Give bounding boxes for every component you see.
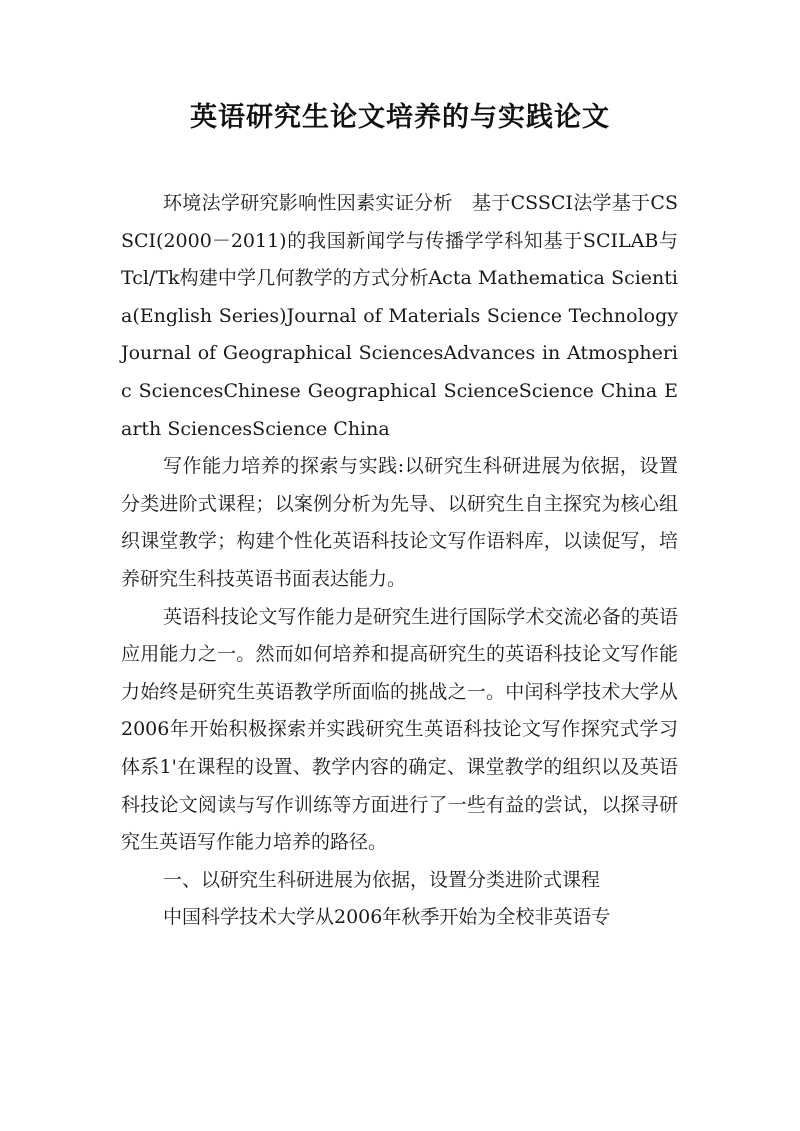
paragraph-2: 写作能力培养的探索与实践:以研究生科研进展为依据，设置分类进阶式课程；以案例分析为先导、以研究生自主探究为核心组织课堂教学；构建个性化英语科技论文写作语料库，以读促写，培养研究生科技英语书面表达能力。 (121, 455, 678, 590)
paragraph-4: 中国科学技术大学从2006年秋季开始为全校非英语专 (163, 906, 611, 929)
document-body (121, 185, 678, 937)
paragraph-1: 环境法学研究影响性因素实证分析 基于CSSCI法学基于CSSCI(2000－2011)的我国新闻学与传播学学科知基于SCILAB与Tcl/Tk构建中学几何教学的方式分析Acta Mathematica Scientia(English Series)Journal of Materials Science TechnologyJournal of Geographical SciencesAdvances in Atmospheric SciencesChinese Geographical ScienceScience China Earth SciencesScience China (121, 192, 678, 440)
document-title: 英语研究生论文培养的与实践论文 (190, 102, 610, 133)
section-heading-1: 一、以研究生科研进展为依据，设置分类进阶式课程 (163, 868, 601, 891)
paragraph-3: 英语科技论文写作能力是研究生进行国际学术交流必备的英语应用能力之一。然而如何培养和提高研究生的英语科技论文写作能力始终是研究生英语教学所面临的挑战之一。中闰科学技术大学从2006年开始积极探索并实践研究生英语科技论文写作探究式学习体系1'在课程的设置、教学内容的确定、课堂教学的组织以及英语科技论文阅读与写作训练等方面进行了一些有益的尝试，以探寻研究生英语写作能力培养的路径。 (121, 605, 678, 854)
